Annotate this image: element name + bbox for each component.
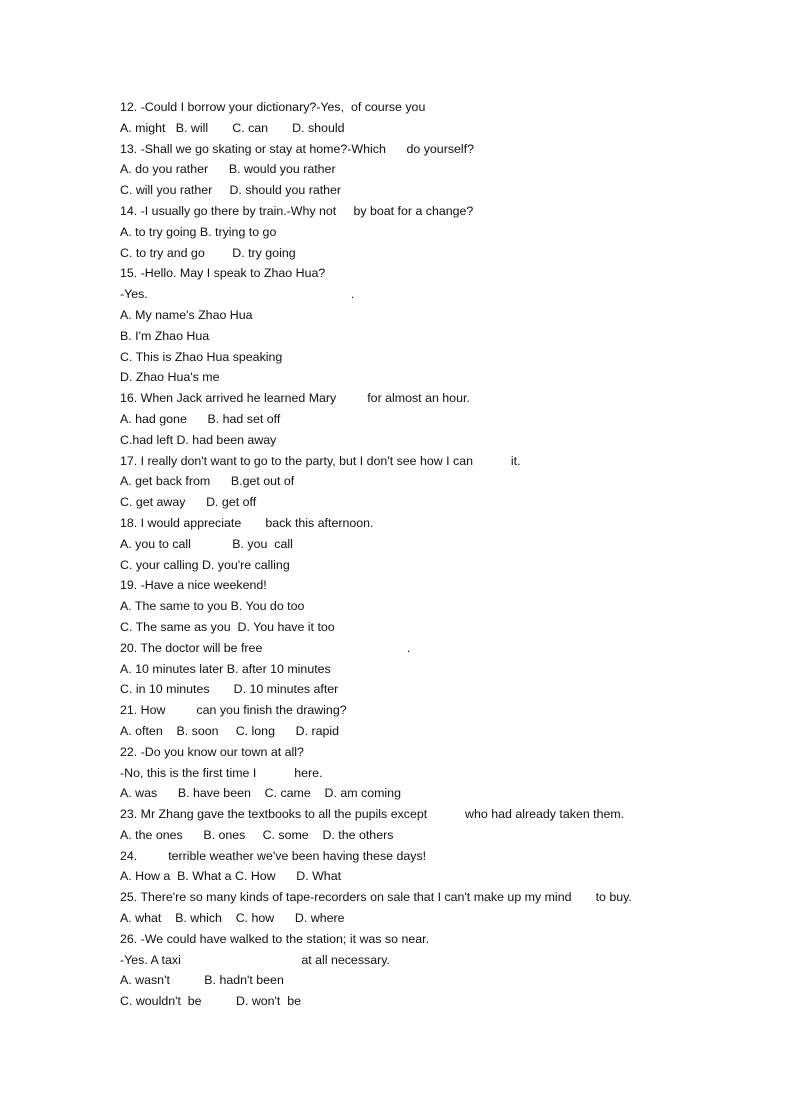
question-14-options-cd: C. to try and go D. try going [120, 245, 296, 260]
question-14-stem: 14. -I usually go there by train.-Why not by boat for a change? [120, 203, 474, 218]
question-17-stem: 17. I really don't want to go to the party, but I don't see how I can it. [120, 453, 521, 468]
question-24-options: A. How a B. What a C. How D. What [120, 869, 342, 884]
question-22-options: A. was B. have been C. came D. am coming [120, 786, 401, 801]
question-21-stem: 21. How can you finish the drawing? [120, 703, 347, 718]
question-22-response: -No, this is the first time I here. [120, 765, 323, 780]
question-20-options-cd: C. in 10 minutes D. 10 minutes after [120, 682, 339, 697]
question-14-options-ab: A. to try going B. trying to go [120, 224, 277, 239]
question-12-options: A. might B. will C. can D. should [120, 120, 345, 135]
question-18-stem: 18. I would appreciate back this afternoon. [120, 515, 374, 530]
question-19-options-cd: C. The same as you D. You have it too [120, 619, 335, 634]
question-18-options-ab: A. you to call B. you call [120, 536, 293, 551]
question-21-options: A. often B. soon C. long D. rapid [120, 723, 340, 738]
question-15-option-d: D. Zhao Hua's me [120, 370, 220, 385]
question-12-stem: 12. -Could I borrow your dictionary?-Yes, of course you [120, 100, 426, 114]
question-17-options-cd: C. get away D. get off [120, 495, 257, 510]
question-19-options-ab: A. The same to you B. You do too [120, 599, 305, 614]
question-25-options: A. what B. which C. how D. where [120, 911, 345, 926]
question-16-options-ab: A. had gone B. had set off [120, 411, 281, 426]
question-16-stem: 16. When Jack arrived he learned Mary for almost an hour. [120, 391, 470, 406]
question-13-options-ab: A. do you rather B. would you rather [120, 162, 336, 177]
question-26-stem: 26. -We could have walked to the station; it was so near. [120, 931, 430, 946]
question-26-options-cd: C. wouldn't be D. won't be [120, 994, 302, 1009]
question-15-response: -Yes. . [120, 287, 355, 302]
question-document [120, 97, 760, 1012]
question-26-options-ab: A. wasn't B. hadn't been [120, 973, 284, 988]
question-16-options-cd: C.had left D. had been away [120, 432, 277, 447]
question-13-stem: 13. -Shall we go skating or stay at home?-Which do yourself? [120, 141, 474, 156]
question-23-stem: 23. Mr Zhang gave the textbooks to all the pupils except who had already taken them. [120, 807, 625, 822]
question-17-options-ab: A. get back from B.get out of [120, 474, 295, 489]
question-22-stem: 22. -Do you know our town at all? [120, 744, 304, 759]
question-15-option-c: C. This is Zhao Hua speaking [120, 349, 283, 364]
question-20-stem: 20. The doctor will be free . [120, 640, 411, 655]
question-15-stem: 15. -Hello. May I speak to Zhao Hua? [120, 266, 326, 281]
question-15-option-a: A. My name's Zhao Hua [120, 307, 253, 322]
question-19-stem: 19. -Have a nice weekend! [120, 578, 267, 593]
question-23-options: A. the ones B. ones C. some D. the others [120, 827, 394, 842]
question-18-options-cd: C. your calling D. you're calling [120, 557, 290, 572]
question-20-options-ab: A. 10 minutes later B. after 10 minutes [120, 661, 331, 676]
question-15-option-b: B. I'm Zhao Hua [120, 328, 210, 343]
question-24-stem: 24. terrible weather we've been having these days! [120, 848, 427, 863]
question-26-response: -Yes. A taxi at all necessary. [120, 952, 390, 967]
question-13-options-cd: C. will you rather D. should you rather [120, 183, 342, 198]
question-25-stem: 25. There're so many kinds of tape-recorders on sale that I can't make up my mind to buy. [120, 890, 632, 905]
